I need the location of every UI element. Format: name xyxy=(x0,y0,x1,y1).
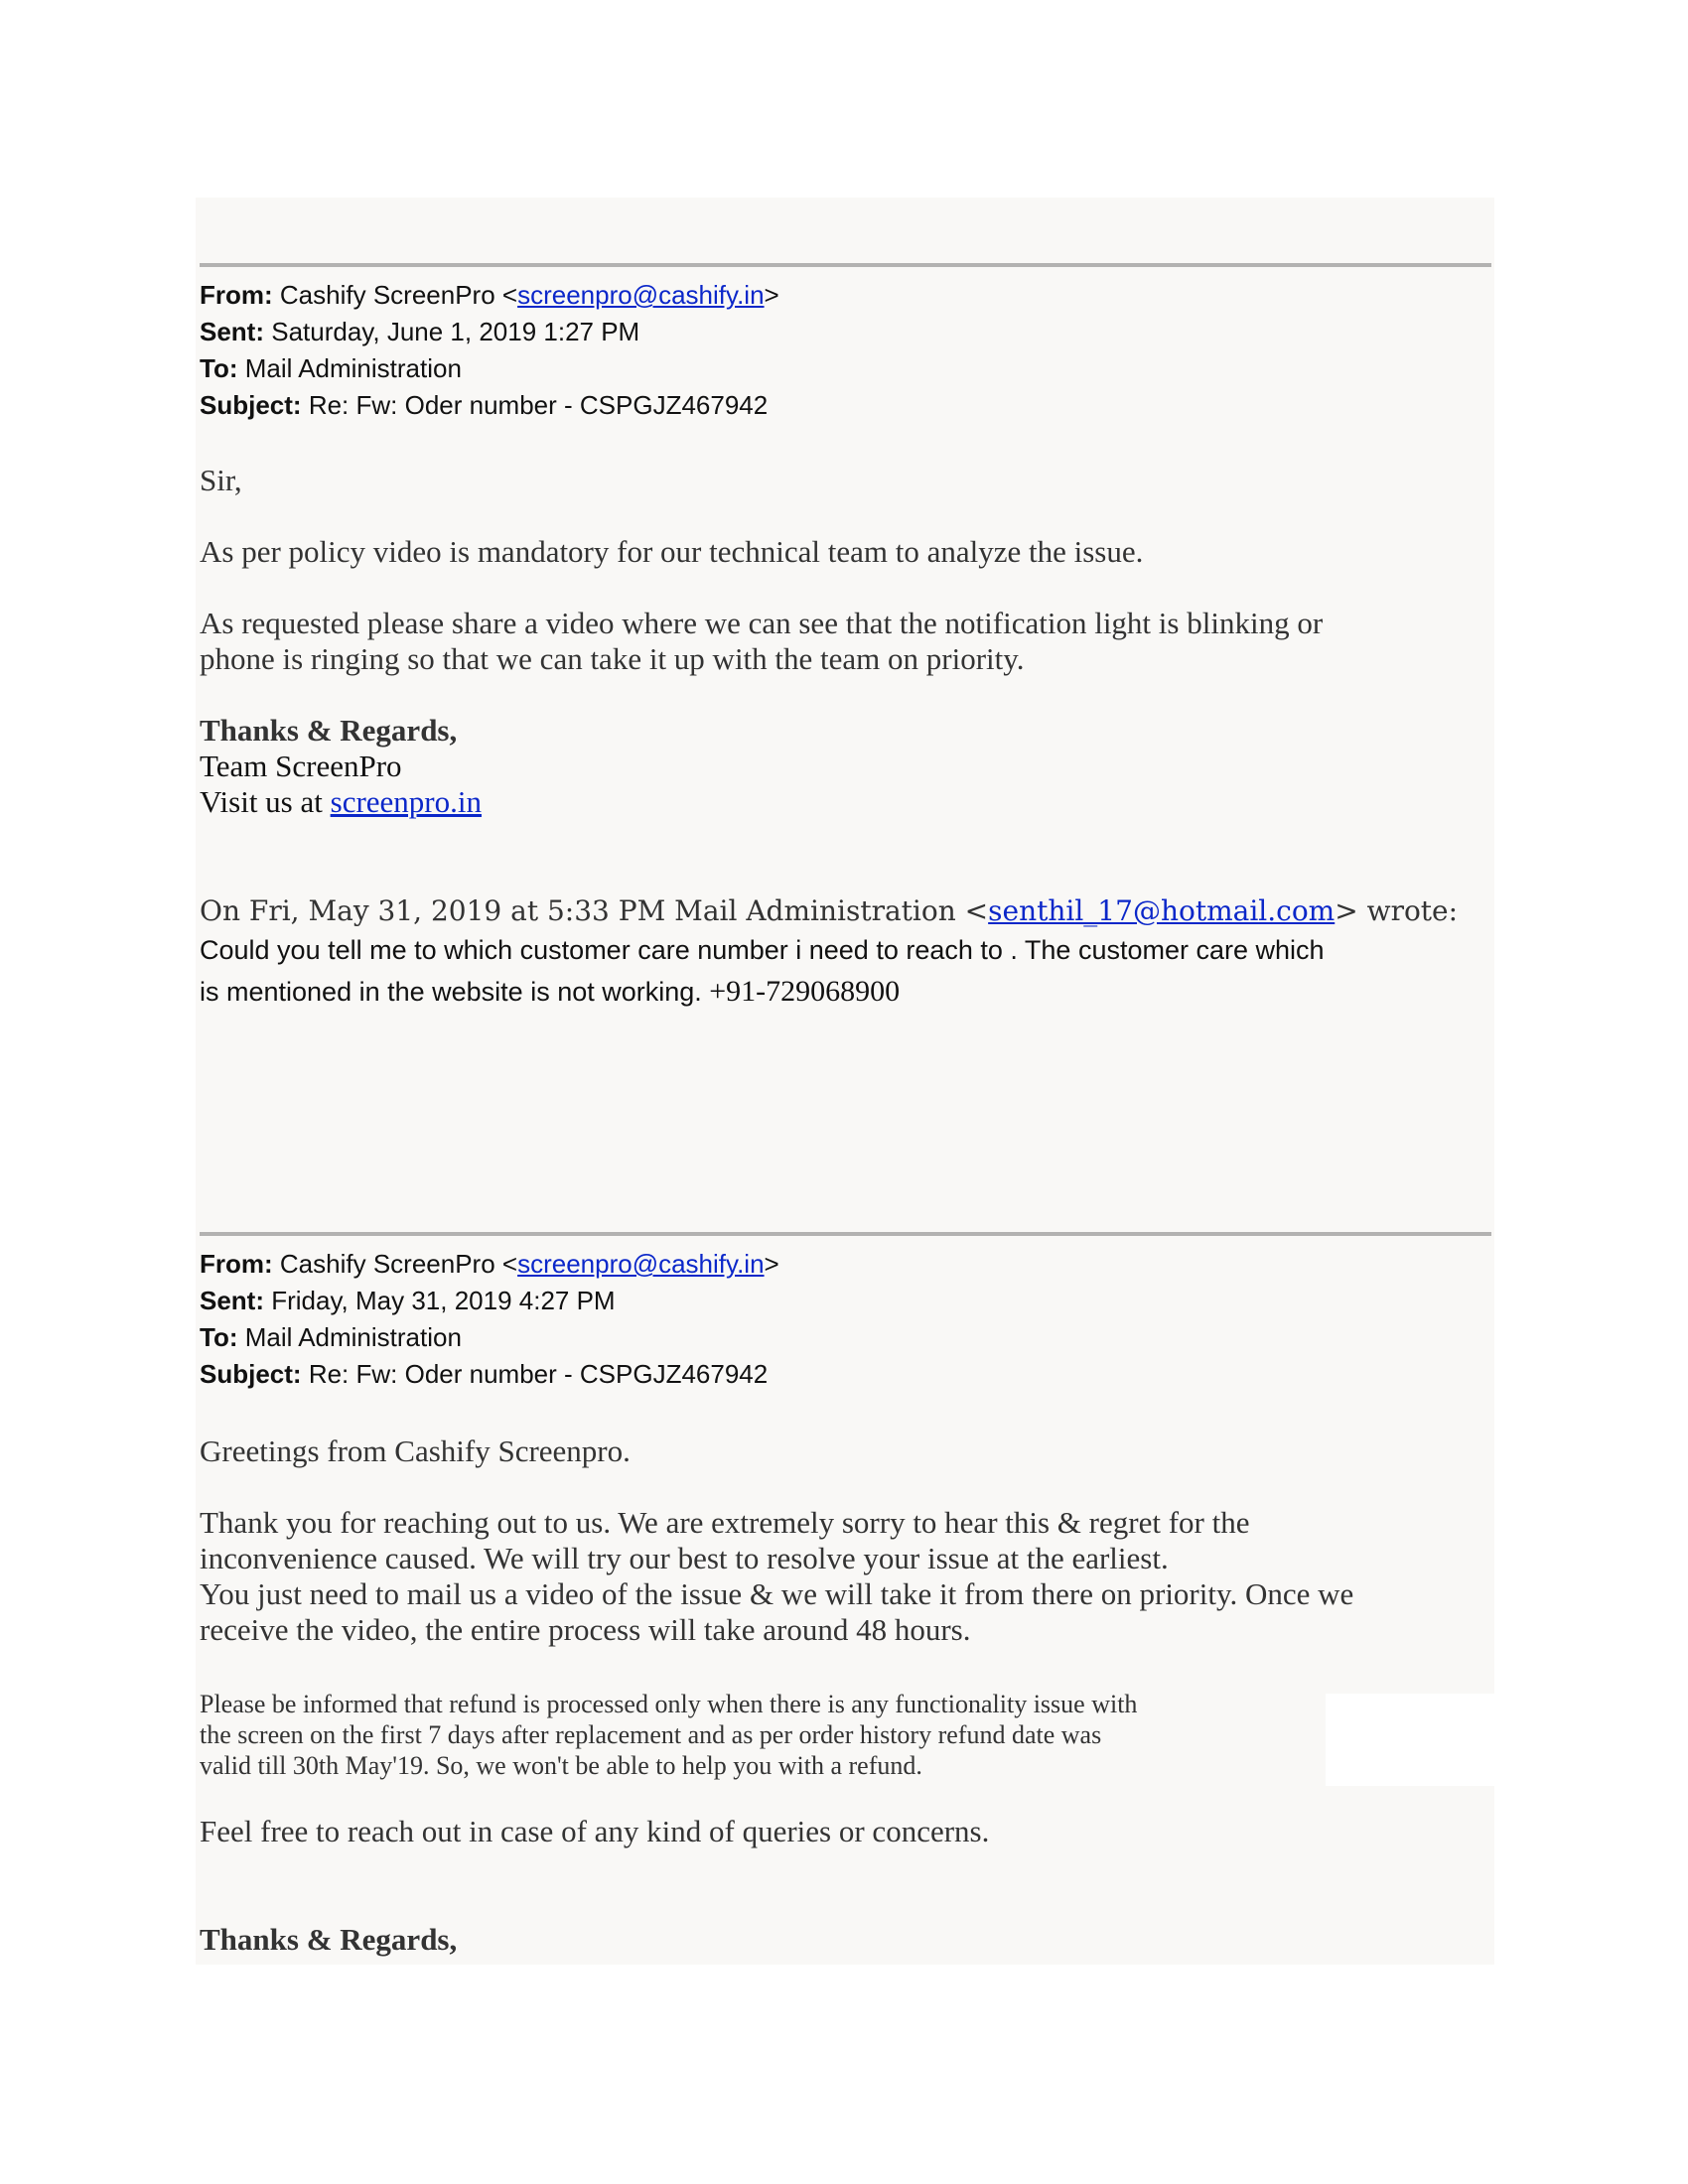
website-link[interactable]: screenpro.in xyxy=(330,784,482,819)
to-label: To: xyxy=(200,353,238,383)
sent-label: Sent: xyxy=(200,317,264,346)
email1-sent-line xyxy=(200,319,639,344)
from-label: From: xyxy=(200,280,273,310)
from-label: From: xyxy=(200,1249,273,1279)
blank-patch xyxy=(1326,1694,1494,1786)
refund-notice-line: the screen on the first 7 days after replacement and as per order history refund date was xyxy=(200,1720,1102,1749)
email1-from-line xyxy=(200,282,779,308)
from-name: Cashify ScreenPro < xyxy=(279,1249,518,1279)
email1-signoff: Thanks & Regards, xyxy=(200,713,458,748)
sent-label: Sent: xyxy=(200,1286,264,1315)
quoted-text: is mentioned in the website is not working. xyxy=(200,977,710,1007)
subject-value: Re: Fw: Oder number - CSPGJZ467942 xyxy=(308,1359,769,1389)
email2-greeting: Greetings from Cashify Screenpro. xyxy=(200,1433,631,1468)
sent-value: Friday, May 31, 2019 4:27 PM xyxy=(271,1286,616,1315)
email1-paragraph: As requested please share a video where we can see that the notification light is blinking or xyxy=(200,606,1324,640)
email1-to-line xyxy=(200,355,462,381)
from-email-link[interactable]: screenpro@cashify.in xyxy=(517,1249,765,1279)
from-close: > xyxy=(764,280,779,310)
to-value: Mail Administration xyxy=(244,1322,462,1352)
subject-label: Subject: xyxy=(200,390,302,420)
quoted-message-line xyxy=(200,977,900,1007)
email2-paragraph: Thank you for reaching out to us. We are extremely sorry to hear this & regret for the xyxy=(200,1505,1250,1540)
quote-email-link[interactable]: senthil_17@hotmail.com xyxy=(988,894,1336,927)
from-close: > xyxy=(764,1249,779,1279)
email2-sent-line xyxy=(200,1288,616,1313)
refund-notice-line: valid till 30th May'19. So, we won't be able to help you with a refund. xyxy=(200,1751,922,1780)
email2-subject-line xyxy=(200,1361,768,1387)
email1-subject-line xyxy=(200,392,768,418)
header-divider xyxy=(200,1232,1491,1236)
visit-prefix: Visit us at xyxy=(200,784,331,819)
email2-closing: Feel free to reach out in case of any kind of queries or concerns. xyxy=(200,1814,990,1848)
email2-paragraph: You just need to mail us a video of the issue & we will take it from there on priority. Once we xyxy=(200,1576,1354,1611)
refund-notice-line: Please be informed that refund is processed only when there is any functionality issue with xyxy=(200,1690,1138,1718)
header-divider xyxy=(200,263,1491,267)
email1-team: Team ScreenPro xyxy=(200,749,402,783)
quote-intro-prefix: On Fri, May 31, 2019 at 5:33 PM Mail Administration < xyxy=(200,894,989,927)
sent-value: Saturday, June 1, 2019 1:27 PM xyxy=(271,317,640,346)
quoted-message-line: Could you tell me to which customer care number i need to reach to . The customer care which xyxy=(200,935,1325,965)
email2-signoff: Thanks & Regards, xyxy=(200,1922,458,1957)
email1-paragraph: phone is ringing so that we can take it up with the team on priority. xyxy=(200,641,1025,676)
from-email-link[interactable]: screenpro@cashify.in xyxy=(517,280,765,310)
quote-intro-suffix: > wrote: xyxy=(1335,894,1459,927)
to-value: Mail Administration xyxy=(244,353,462,383)
to-label: To: xyxy=(200,1322,238,1352)
subject-label: Subject: xyxy=(200,1359,302,1389)
quote-intro xyxy=(200,894,1459,927)
email1-visit-line xyxy=(200,786,482,817)
email1-paragraph: As per policy video is mandatory for our technical team to analyze the issue. xyxy=(200,534,1144,569)
phone-number: +91-729068900 xyxy=(709,975,901,1008)
email2-paragraph: receive the video, the entire process will take around 48 hours. xyxy=(200,1612,971,1647)
email2-from-line xyxy=(200,1251,779,1277)
from-name: Cashify ScreenPro < xyxy=(279,280,518,310)
email2-to-line xyxy=(200,1324,462,1350)
email2-paragraph: inconvenience caused. We will try our best to resolve your issue at the earliest. xyxy=(200,1541,1169,1575)
subject-value: Re: Fw: Oder number - CSPGJZ467942 xyxy=(308,390,769,420)
email1-greeting: Sir, xyxy=(200,463,242,497)
